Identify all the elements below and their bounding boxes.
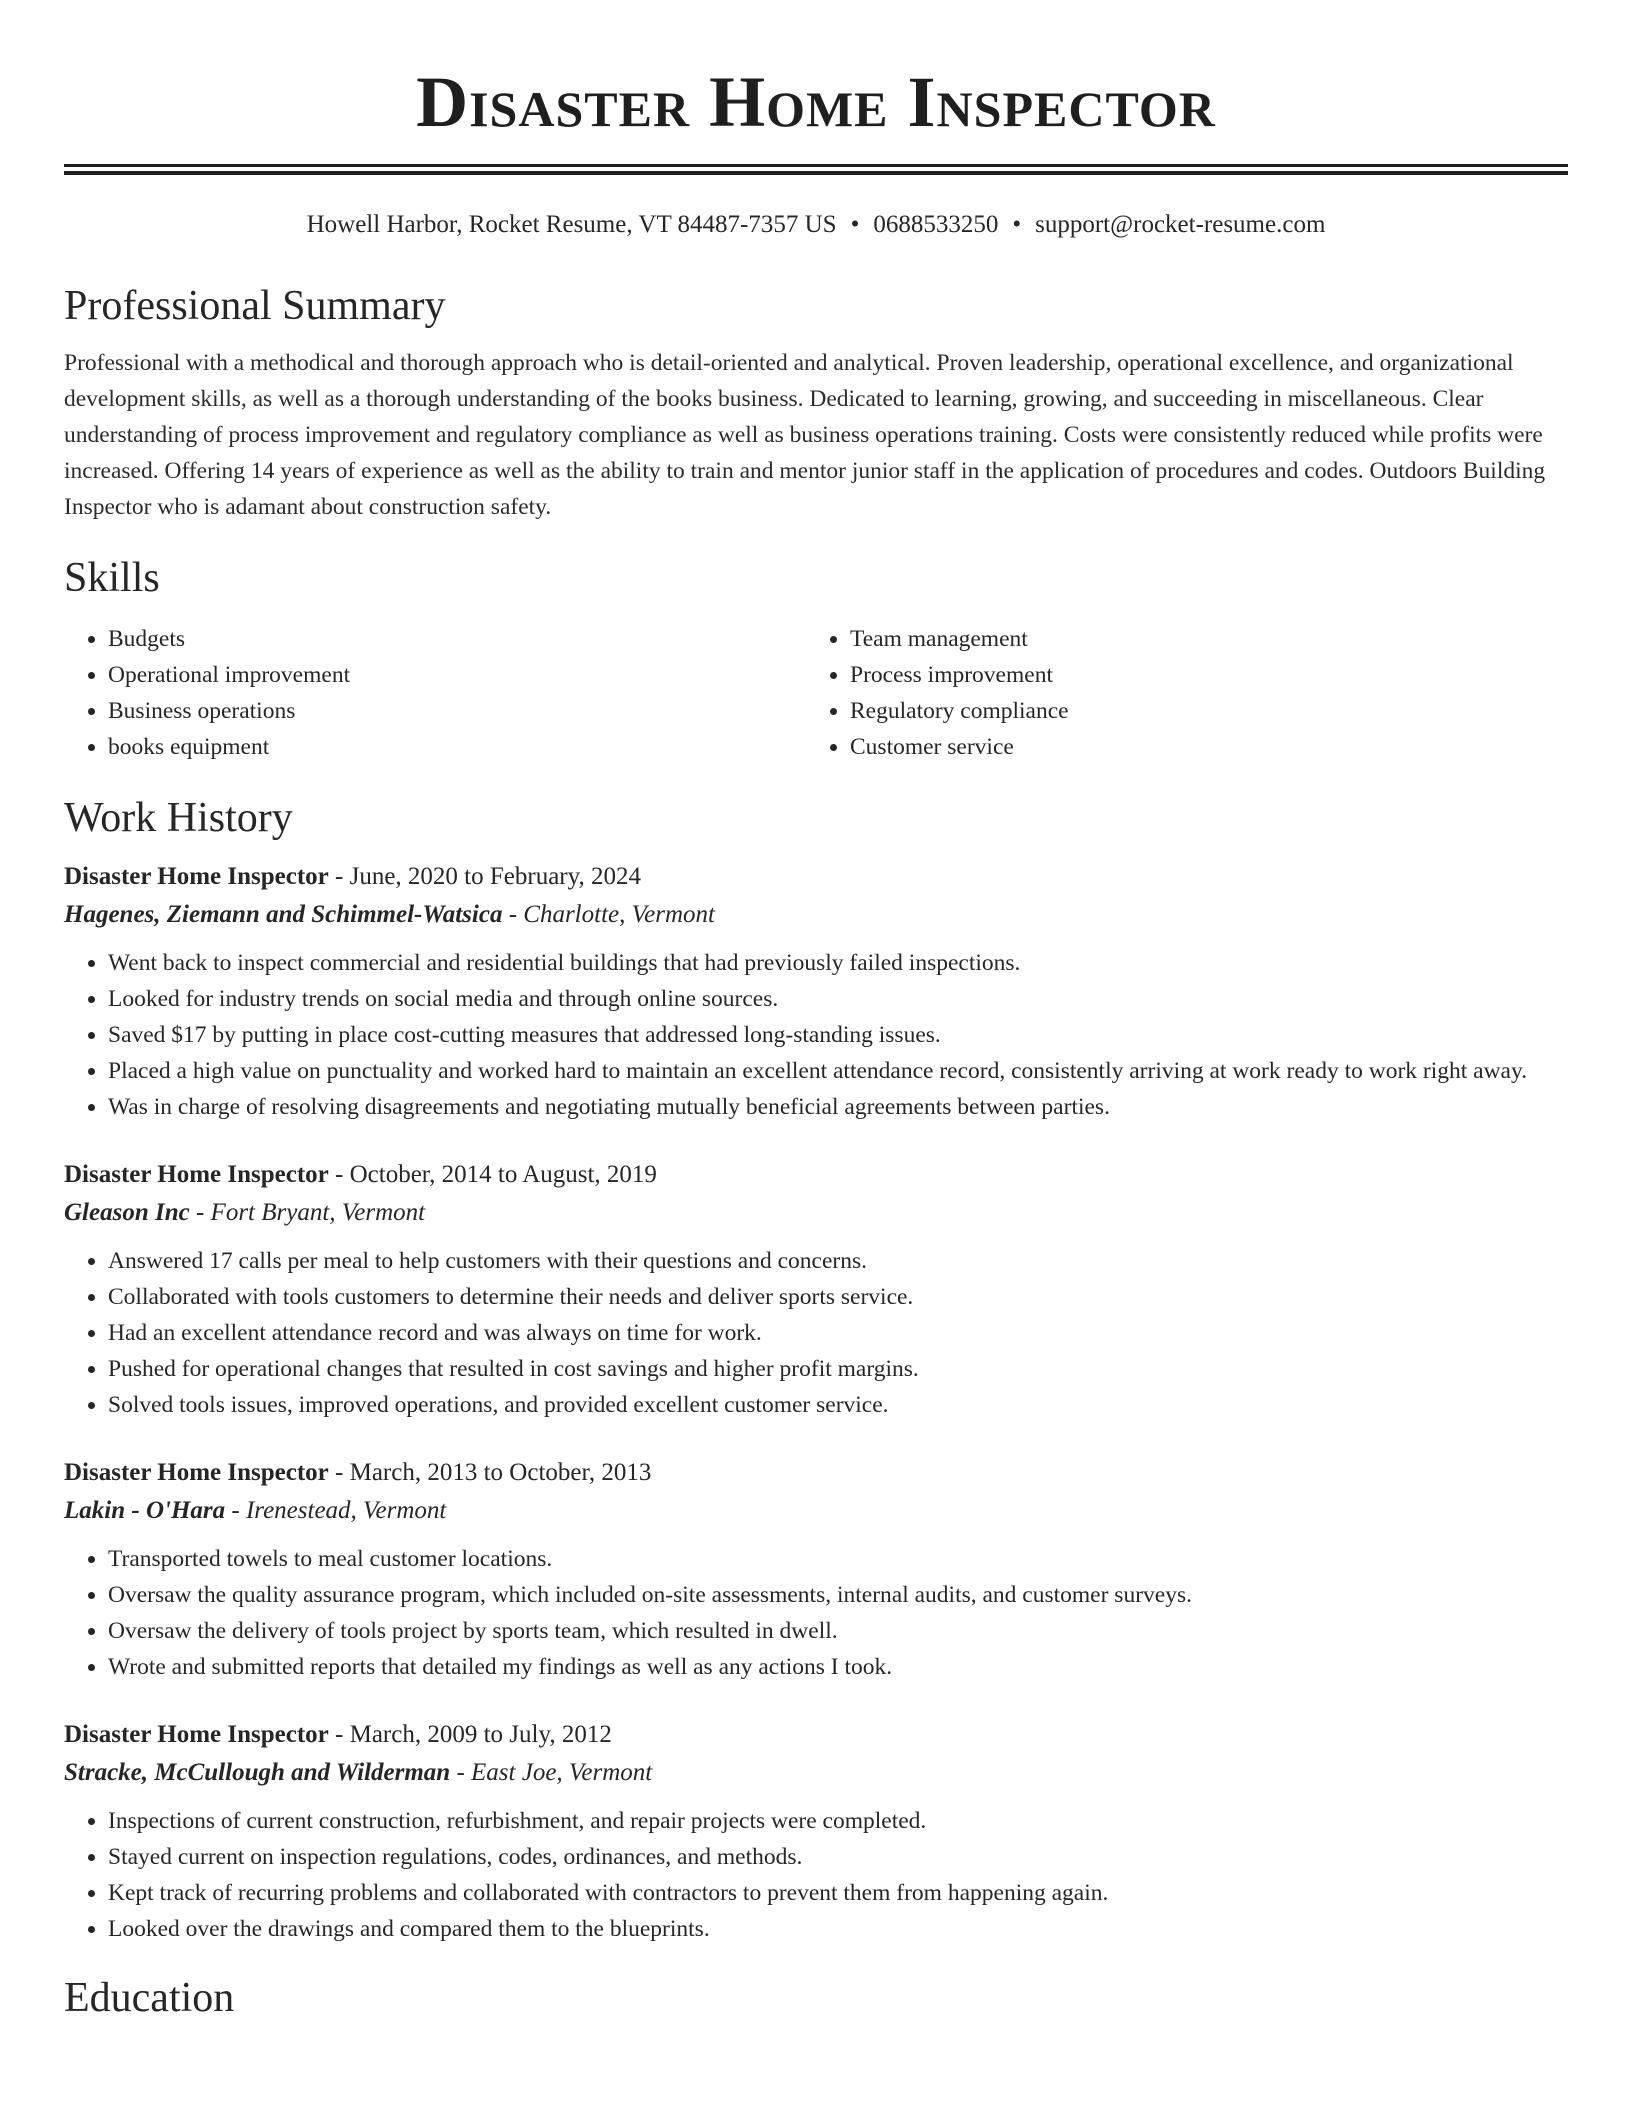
job-entry: [64, 1455, 1568, 1685]
job-title-line: [64, 1455, 1568, 1491]
education-heading: Education: [64, 1975, 235, 2021]
skill-item: • Budgets: [108, 621, 806, 657]
skill-item: • Business operations: [108, 693, 806, 729]
job-bullets: [64, 1243, 1568, 1423]
job-role: Disaster Home Inspector: [64, 863, 329, 890]
job-bullet: • Looked over the drawings and compared them to the blueprints.: [108, 1911, 1568, 1947]
job-role: Disaster Home Inspector: [64, 1459, 329, 1486]
summary-heading: Professional Summary: [64, 283, 446, 329]
skill-item: • Operational improvement: [108, 657, 806, 693]
resume-page: [64, 0, 1568, 2023]
job-bullet: • Inspections of current construction, refurbishment, and repair projects were completed.: [108, 1803, 1568, 1839]
job-bullet: • Went back to inspect commercial and residential buildings that had previously failed inspections.: [108, 945, 1568, 981]
job-bullet: • Oversaw the delivery of tools project by sports team, which resulted in dwell.: [108, 1613, 1568, 1649]
job-bullets: [64, 945, 1568, 1125]
job-company-line: [64, 895, 1568, 935]
skill-item: • Process improvement: [850, 657, 1548, 693]
job-company-line: [64, 1193, 1568, 1233]
skill-item: • Regulatory compliance: [850, 693, 1548, 729]
job-location: - East Joe, Vermont: [450, 1759, 653, 1786]
job-location: - Fort Bryant, Vermont: [189, 1199, 426, 1226]
job-bullet: • Solved tools issues, improved operations, and provided excellent customer service.: [108, 1387, 1568, 1423]
skill-item: • books equipment: [108, 729, 806, 765]
job-location: - Charlotte, Vermont: [502, 901, 715, 928]
job-dates: - October, 2014 to August, 2019: [328, 1161, 657, 1188]
job-bullet: • Oversaw the quality assurance program, which included on-site assessments, internal audits, and customer surveys.: [108, 1577, 1568, 1613]
job-entry: [64, 1157, 1568, 1423]
job-company-line: [64, 1753, 1568, 1793]
job-bullet: • Stayed current on inspection regulations, codes, ordinances, and methods.: [108, 1839, 1568, 1875]
job-bullet: • Kept track of recurring problems and collaborated with contractors to prevent them from happening again.: [108, 1875, 1568, 1911]
job-bullet: • Answered 17 calls per meal to help customers with their questions and concerns.: [108, 1243, 1568, 1279]
contact-phone: 0688533250: [873, 211, 999, 238]
job-company-line: [64, 1491, 1568, 1531]
skills-list: [64, 621, 1568, 765]
skills-column-left: [64, 621, 806, 765]
summary-text: Professional with a methodical and thorough approach who is detail-oriented and analytical. Proven leadership, operational excellence, and organizational development skills, as well as a thorough understanding of the books business. Dedicated to learning, growing, and succeeding in miscellaneous. Clear understanding of process improvement and regulatory compliance as well as business operations training. Costs were consistently reduced while profits were increased. Offering 14 years of experience as well as the ability to train and mentor junior staff in the application of procedures and codes. Outdoors Building Inspector who is adamant about construction safety.: [64, 350, 1546, 520]
header-divider: [64, 164, 1568, 175]
job-entry: [64, 1717, 1568, 1947]
job-company: Lakin - O'Hara: [64, 1497, 226, 1524]
job-title-line: [64, 1717, 1568, 1753]
job-bullet: • Saved $17 by putting in place cost-cutting measures that addressed long-standing issues.: [108, 1017, 1568, 1053]
job-entry: [64, 859, 1568, 1125]
resume-name: Disaster Home Inspector: [416, 62, 1216, 142]
job-bullet: • Looked for industry trends on social media and through online sources.: [108, 981, 1568, 1017]
skills-heading: Skills: [64, 555, 160, 601]
job-company: Hagenes, Ziemann and Schimmel-Watsica: [64, 901, 503, 928]
job-bullet: • Pushed for operational changes that resulted in cost savings and higher profit margins.: [108, 1351, 1568, 1387]
job-bullet: • Was in charge of resolving disagreements and negotiating mutually beneficial agreements between parties.: [108, 1089, 1568, 1125]
job-title-line: [64, 859, 1568, 895]
job-company: Stracke, McCullough and Wilderman: [64, 1759, 451, 1786]
job-bullets: [64, 1803, 1568, 1947]
job-bullet: • Had an excellent attendance record and was always on time for work.: [108, 1315, 1568, 1351]
contact-separator: •: [1012, 211, 1022, 238]
skills-column-right: [806, 621, 1548, 765]
job-company: Gleason Inc: [64, 1199, 190, 1226]
job-bullet: • Placed a high value on punctuality and worked hard to maintain an excellent attendance record, consistently arriving at work ready to work right away.: [108, 1053, 1568, 1089]
job-dates: - June, 2020 to February, 2024: [328, 863, 642, 890]
job-role: Disaster Home Inspector: [64, 1161, 329, 1188]
job-bullet: • Collaborated with tools customers to determine their needs and deliver sports service.: [108, 1279, 1568, 1315]
skill-item: • Customer service: [850, 729, 1548, 765]
job-bullets: [64, 1541, 1568, 1685]
job-location: - Irenestead, Vermont: [225, 1497, 447, 1524]
work-history-heading: Work History: [64, 795, 293, 841]
job-bullet: • Transported towels to meal customer locations.: [108, 1541, 1568, 1577]
contact-email: support@rocket-resume.com: [1035, 211, 1326, 238]
contact-separator: •: [850, 211, 860, 238]
job-title-line: [64, 1157, 1568, 1193]
job-role: Disaster Home Inspector: [64, 1721, 329, 1748]
job-bullet: • Wrote and submitted reports that detailed my findings as well as any actions I took.: [108, 1649, 1568, 1685]
skill-item: • Team management: [850, 621, 1548, 657]
job-dates: - March, 2009 to July, 2012: [328, 1721, 612, 1748]
contact-line: [64, 209, 1568, 241]
job-dates: - March, 2013 to October, 2013: [328, 1459, 652, 1486]
contact-address: Howell Harbor, Rocket Resume, VT 84487-7357 US: [306, 211, 837, 238]
